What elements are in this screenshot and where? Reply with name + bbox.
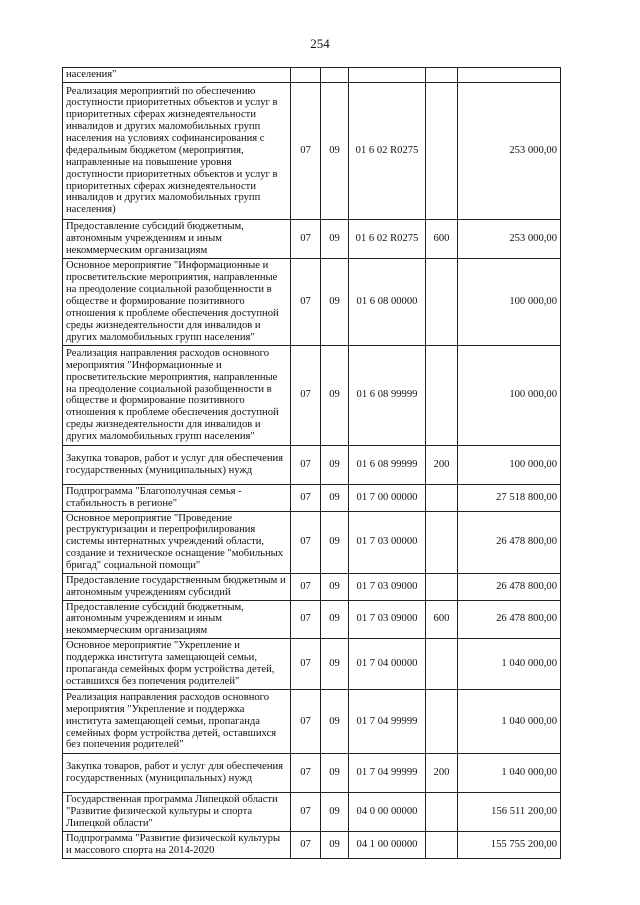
table-row: [63, 600, 561, 639]
target-article-cell: 01 7 03 09000: [349, 600, 426, 639]
section-code-cell: 07: [291, 258, 321, 345]
amount-cell: 100 000,00: [458, 445, 561, 484]
row-name-cell: Реализация направления расходов основного мероприятия "Укрепление и поддержка института замещающей семьи, пропаганда семейных форм устройства детей, оставшихся без попечения родителей": [63, 690, 291, 754]
amount-cell: 27 518 800,00: [458, 484, 561, 511]
expense-type-cell: [426, 690, 458, 754]
expense-type-cell: 200: [426, 445, 458, 484]
subsection-code-cell: 09: [321, 690, 349, 754]
expense-type-cell: 600: [426, 219, 458, 258]
subsection-code-cell: 09: [321, 754, 349, 793]
target-article-cell: 04 1 00 00000: [349, 832, 426, 859]
page-number: 254: [310, 36, 330, 51]
expense-type-cell: [426, 573, 458, 600]
row-name-cell: Основное мероприятие "Проведение реструктуризации и перепрофилирования системы интернатных учреждений области, создание и техническое оснащение "мобильных бригад" социальной помощи": [63, 511, 291, 573]
target-article-cell: 01 7 00 00000: [349, 484, 426, 511]
subsection-code-cell: 09: [321, 445, 349, 484]
amount-cell: 1 040 000,00: [458, 690, 561, 754]
section-code-cell: 07: [291, 219, 321, 258]
section-code-cell: 07: [291, 754, 321, 793]
subsection-code-cell: 09: [321, 600, 349, 639]
amount-cell: 1 040 000,00: [458, 754, 561, 793]
table-row: [63, 511, 561, 573]
table-row: [63, 690, 561, 754]
section-code-cell: 07: [291, 832, 321, 859]
table-row: [63, 445, 561, 484]
table-row: [63, 68, 561, 83]
row-name-cell: Реализация направления расходов основного мероприятия "Информационные и просветительские мероприятия, направленные на преодоление социальной разобщенности в обществе и формирование позитивного отношения к проблеме обеспечения доступной среды жизнедеятельности для инвалидов и других маломобильных групп населения": [63, 345, 291, 445]
expense-type-cell: [426, 68, 458, 83]
expense-type-cell: [426, 82, 458, 219]
row-name-cell: Основное мероприятие "Укрепление и поддержка института замещающей семьи, пропаганда семейных форм устройства детей, оставшихся без попечения родителей": [63, 639, 291, 690]
row-name-cell: Основное мероприятие "Информационные и просветительские мероприятия, направленные на преодоление социальной разобщенности в обществе и формирование позитивного отношения к проблеме обеспечения доступной среды жизнедеятельности для инвалидов и других маломобильных групп населения": [63, 258, 291, 345]
amount-cell: 155 755 200,00: [458, 832, 561, 859]
expense-type-cell: [426, 345, 458, 445]
subsection-code-cell: [321, 68, 349, 83]
subsection-code-cell: 09: [321, 832, 349, 859]
target-article-cell: 01 7 03 09000: [349, 573, 426, 600]
target-article-cell: 01 6 02 R0275: [349, 82, 426, 219]
budget-table-body: [63, 68, 561, 859]
amount-cell: [458, 68, 561, 83]
row-name-cell: Подпрограмма "Благополучная семья - стабильность в регионе": [63, 484, 291, 511]
target-article-cell: [349, 68, 426, 83]
expense-type-cell: [426, 511, 458, 573]
row-name-cell: Предоставление субсидий бюджетным, автономным учреждениям и иным некоммерческим организациям: [63, 600, 291, 639]
table-row: [63, 832, 561, 859]
section-code-cell: 07: [291, 639, 321, 690]
amount-cell: 1 040 000,00: [458, 639, 561, 690]
expense-type-cell: 200: [426, 754, 458, 793]
section-code-cell: 07: [291, 511, 321, 573]
section-code-cell: 07: [291, 445, 321, 484]
amount-cell: 26 478 800,00: [458, 511, 561, 573]
row-name-cell: Реализация мероприятий по обеспечению доступности приоритетных объектов и услуг в приоритетных сферах жизнедеятельности инвалидов и других маломобильных групп населения на условиях софинансирования с федеральным бюджетом (мероприятия, направленные на повышение уровня доступности приоритетных объектов и услуг в приоритетных сферах жизнедеятельности инвалидов и других маломобильных групп населения): [63, 82, 291, 219]
section-code-cell: 07: [291, 573, 321, 600]
section-code-cell: 07: [291, 600, 321, 639]
subsection-code-cell: 09: [321, 258, 349, 345]
section-code-cell: 07: [291, 690, 321, 754]
subsection-code-cell: 09: [321, 219, 349, 258]
expense-type-cell: [426, 793, 458, 832]
target-article-cell: 01 6 08 99999: [349, 445, 426, 484]
section-code-cell: 07: [291, 793, 321, 832]
section-code-cell: 07: [291, 484, 321, 511]
subsection-code-cell: 09: [321, 484, 349, 511]
amount-cell: 156 511 200,00: [458, 793, 561, 832]
amount-cell: 100 000,00: [458, 258, 561, 345]
target-article-cell: 04 0 00 00000: [349, 793, 426, 832]
expense-type-cell: 600: [426, 600, 458, 639]
table-row: [63, 258, 561, 345]
row-name-cell: Подпрограмма "Развитие физической культуры и массового спорта на 2014-2020: [63, 832, 291, 859]
row-name-cell: Предоставление субсидий бюджетным, автономным учреждениям и иным некоммерческим организациям: [63, 219, 291, 258]
expense-type-cell: [426, 484, 458, 511]
section-code-cell: 07: [291, 345, 321, 445]
section-code-cell: [291, 68, 321, 83]
expense-type-cell: [426, 832, 458, 859]
target-article-cell: 01 7 03 00000: [349, 511, 426, 573]
amount-cell: 26 478 800,00: [458, 573, 561, 600]
table-row: [63, 793, 561, 832]
subsection-code-cell: 09: [321, 345, 349, 445]
amount-cell: 253 000,00: [458, 219, 561, 258]
row-name-cell: Закупка товаров, работ и услуг для обеспечения государственных (муниципальных) нужд: [63, 445, 291, 484]
amount-cell: 100 000,00: [458, 345, 561, 445]
amount-cell: 253 000,00: [458, 82, 561, 219]
table-row: [63, 484, 561, 511]
amount-cell: 26 478 800,00: [458, 600, 561, 639]
target-article-cell: 01 6 08 99999: [349, 345, 426, 445]
row-name-cell: населения": [63, 68, 291, 83]
subsection-code-cell: 09: [321, 511, 349, 573]
table-row: [63, 573, 561, 600]
subsection-code-cell: 09: [321, 793, 349, 832]
target-article-cell: 01 7 04 00000: [349, 639, 426, 690]
section-code-cell: 07: [291, 82, 321, 219]
table-row: [63, 754, 561, 793]
row-name-cell: Государственная программа Липецкой области "Развитие физической культуры и спорта Липецкой области": [63, 793, 291, 832]
target-article-cell: 01 6 02 R0275: [349, 219, 426, 258]
budget-table: [62, 67, 561, 859]
table-row: [63, 82, 561, 219]
expense-type-cell: [426, 258, 458, 345]
subsection-code-cell: 09: [321, 573, 349, 600]
table-row: [63, 639, 561, 690]
expense-type-cell: [426, 639, 458, 690]
target-article-cell: 01 7 04 99999: [349, 754, 426, 793]
subsection-code-cell: 09: [321, 639, 349, 690]
subsection-code-cell: 09: [321, 82, 349, 219]
target-article-cell: 01 6 08 00000: [349, 258, 426, 345]
target-article-cell: 01 7 04 99999: [349, 690, 426, 754]
row-name-cell: Закупка товаров, работ и услуг для обеспечения государственных (муниципальных) нужд: [63, 754, 291, 793]
table-row: [63, 219, 561, 258]
table-row: [63, 345, 561, 445]
row-name-cell: Предоставление государственным бюджетным и автономным учреждениям субсидий: [63, 573, 291, 600]
